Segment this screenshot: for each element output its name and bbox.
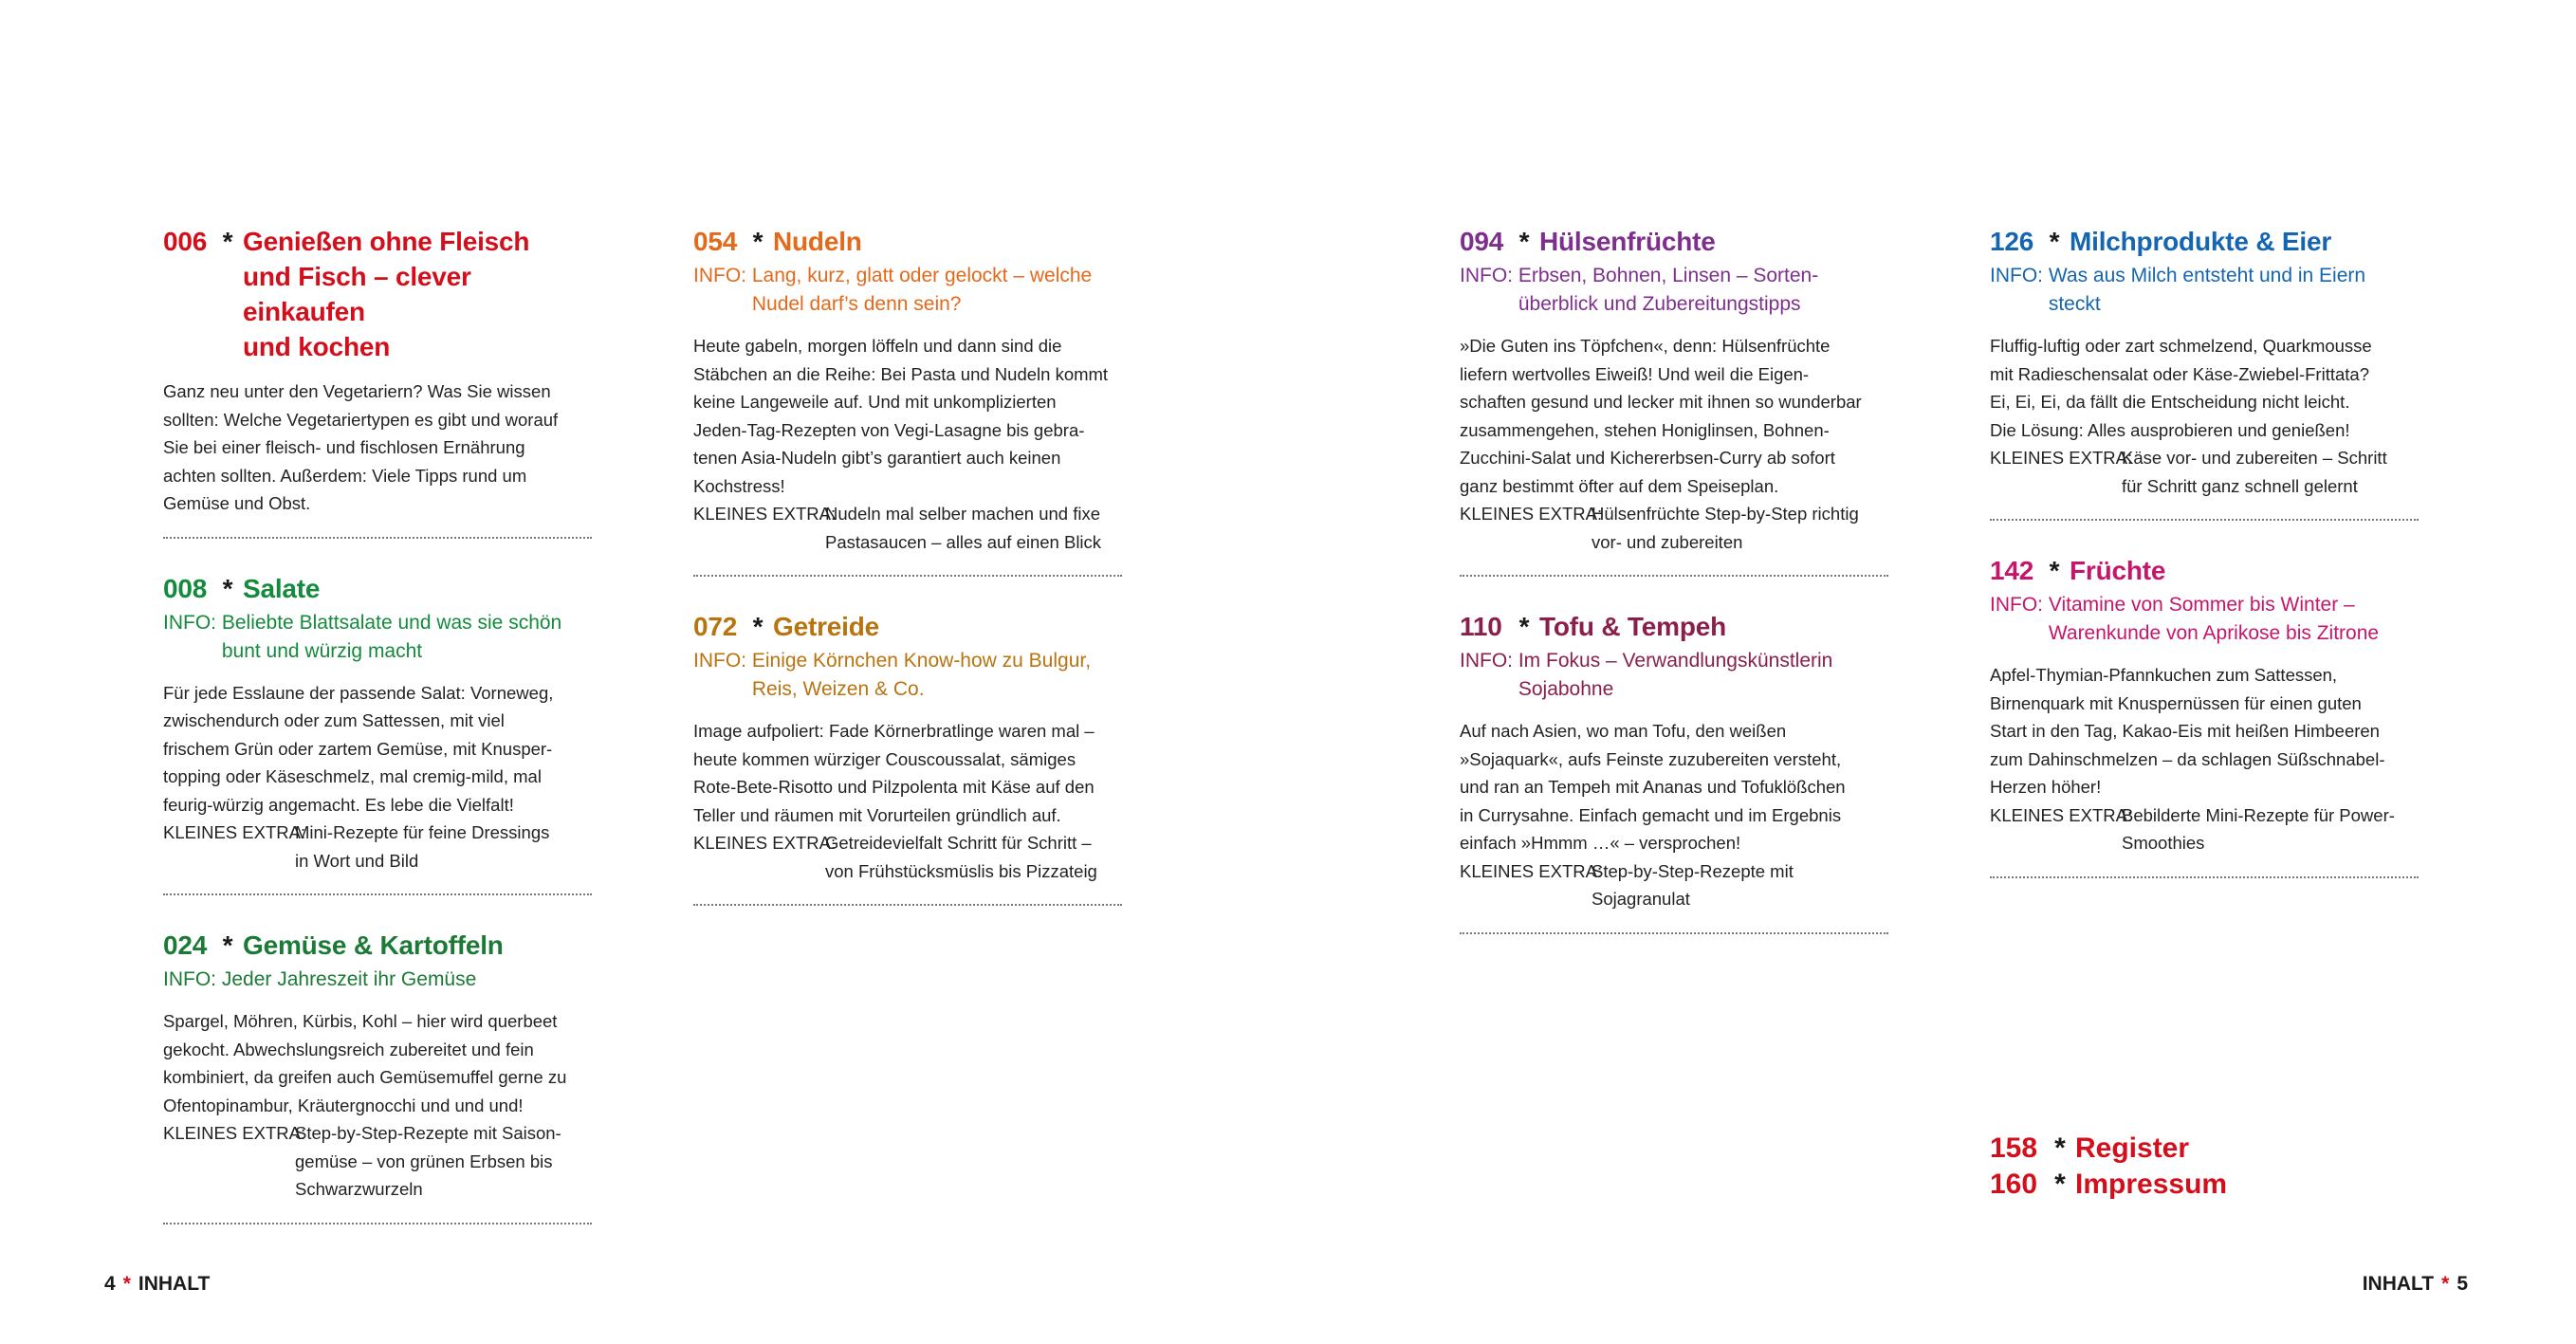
star-icon: *	[2049, 227, 2060, 256]
star-icon: *	[222, 930, 233, 960]
info-label: INFO:	[1460, 265, 1518, 286]
page-number: 126	[1990, 227, 2034, 256]
star-icon: *	[752, 227, 764, 256]
toc-entry-142[interactable]	[1990, 553, 2419, 878]
page-number: 110	[1460, 612, 1502, 641]
dotted-divider	[1460, 932, 1888, 934]
toc-entry-126[interactable]	[1990, 224, 2419, 521]
extra-line	[1990, 801, 2419, 857]
info-text: Jeder Jahreszeit ihr Gemüse	[221, 968, 477, 990]
entry-heading[interactable]	[163, 571, 592, 606]
info-label: INFO:	[163, 968, 222, 990]
folio-page-number: 5	[2456, 1273, 2468, 1295]
page-number: 158	[1990, 1132, 2038, 1164]
folio-page-number: 4	[104, 1273, 116, 1295]
entry-heading[interactable]	[1460, 224, 1888, 259]
extra-line	[693, 829, 1122, 885]
info-text: Beliebte Blattsalate und was sie schön bunt und würzig macht	[221, 611, 562, 662]
toc-entry-register[interactable]	[1990, 1131, 2227, 1167]
extra-line	[163, 1119, 592, 1204]
info-line	[1460, 262, 1888, 319]
info-line	[163, 966, 592, 994]
chapter-title: Gemüse & Kartoffeln	[243, 930, 504, 960]
page-number: 072	[693, 612, 738, 641]
chapter-description: Apfel-Thymian-Pfannkuchen zum Sattessen, Birnenquark mit Knuspernüssen für einen guten Start in den Tag, Kakao-Eis mit heißen Himbeeren zum Dahinschmelzen – da schlagen Süßschnabel- Herzen höher!	[1990, 665, 2385, 797]
chapter-description: Ganz neu unter den Vegetariern? Was Sie wissen sollten: Welche Vegetariertypen es gibt und worauf Sie bei einer fleisch- und fischlosen Ernährung achten sollten. Außerdem: Viele Tipps rund um Gemüse und Obst.	[163, 381, 559, 513]
extra-label: KLEINES EXTRA:	[1990, 804, 2133, 825]
chapter-description: Für jede Esslaune der passende Salat: Vorneweg, zwischendurch oder zum Sattessen, mit viel frischem Grün oder zartem Gemüse, mit Knusper- topping oder Käseschmelz, mal cremig-mild, mal feurig-würzig angemacht. Es lebe die Vielfalt!	[163, 682, 554, 815]
page-number: 094	[1460, 227, 1504, 256]
info-line	[1990, 591, 2419, 648]
info-label: INFO:	[163, 611, 222, 634]
chapter-description: »Die Guten ins Töpfchen«, denn: Hülsenfrüchte liefern wertvolles Eiweiß! Und weil die Eigen- schaften gesund und lecker mit ihnen so wunderbar zusammengehen, stehen Honiglinsen, Bohnen- Zucchini-Salat und Kichererbsen-Curry ab sofort ganz bestimmt öfter auf dem Speiseplan.	[1460, 336, 1862, 496]
toc-entry-008[interactable]	[163, 571, 592, 896]
info-line	[1460, 647, 1888, 704]
extra-text: Step-by-Step-Rezepte mit Saison- gemüse – von grünen Erbsen bis Schwarzwurzeln	[295, 1123, 561, 1199]
toc-entry-impressum[interactable]	[1990, 1167, 2227, 1203]
dotted-divider	[1460, 575, 1888, 577]
info-text: Einige Körnchen Know-how zu Bulgur, Reis, Weizen & Co.	[751, 650, 1092, 700]
info-label: INFO:	[693, 265, 752, 286]
extra-label: KLEINES EXTRA:	[693, 833, 837, 853]
page-number: 160	[1990, 1169, 2038, 1200]
entry-heading[interactable]	[163, 928, 592, 963]
chapter-title: Getreide	[773, 612, 879, 641]
appendix-links	[1990, 1131, 2227, 1203]
page-number: 142	[1990, 556, 2034, 585]
extra-label: KLEINES EXTRA:	[1460, 860, 1603, 881]
extra-line	[1990, 444, 2419, 500]
chapter-title: Nudeln	[773, 227, 862, 256]
dotted-divider	[693, 904, 1122, 906]
extra-text: Hülsenfrüchte Step-by-Step richtig vor- und zubereiten	[1592, 504, 1859, 552]
dotted-divider	[163, 1223, 592, 1224]
extra-label: KLEINES EXTRA:	[1990, 448, 2133, 468]
chapter-title: Salate	[243, 573, 321, 603]
dotted-divider	[163, 537, 592, 539]
extra-text: Käse vor- und zubereiten – Schritt für Schritt ganz schnell gelernt	[2122, 448, 2387, 496]
info-label: INFO:	[1990, 265, 2049, 286]
toc-column-1	[163, 224, 592, 1257]
dotted-divider	[693, 575, 1122, 577]
chapter-title: Tofu & Tempeh	[1539, 612, 1727, 641]
page-number: 008	[163, 573, 208, 603]
extra-label: KLEINES EXTRA:	[1460, 504, 1603, 524]
info-line	[1990, 262, 2419, 319]
folio-left	[104, 1272, 210, 1297]
toc-column-2	[693, 224, 1122, 938]
info-line	[693, 262, 1122, 319]
info-text: Im Fokus – Verwandlungskünstlerin Sojabohne	[1518, 650, 1833, 700]
dotted-divider	[1990, 519, 2419, 521]
entry-heading[interactable]	[163, 224, 592, 364]
chapter-description: Auf nach Asien, wo man Tofu, den weißen »Sojaquark«, aufs Feinste zuzubereiten versteht, und ran an Tempeh mit Ananas und Tofuklößchen in Currysahne. Einfach gemacht und im Ergebnis einfach »Hmmm …« – versprochen!	[1460, 721, 1846, 853]
entry-heading[interactable]	[693, 609, 1122, 644]
star-icon: *	[2054, 1169, 2066, 1200]
extra-label: KLEINES EXTRA:	[163, 1123, 306, 1143]
star-icon: *	[2054, 1132, 2066, 1164]
star-icon: *	[2441, 1273, 2450, 1295]
page-number: 024	[163, 930, 208, 960]
star-icon: *	[1518, 612, 1530, 641]
toc-entry-054[interactable]	[693, 224, 1122, 577]
chapter-description: Heute gabeln, morgen löffeln und dann sind die Stäbchen an die Reihe: Bei Pasta und Nudeln kommt keine Langeweile auf. Und mit unkomplizierten Jeden-Tag-Rezepten von Vegi-Lasagne bis gebra- tenen Asia-Nudeln gibt’s garantiert auch keinen Kochstress!	[693, 336, 1109, 496]
toc-column-3	[1460, 224, 1888, 967]
extra-line	[1460, 500, 1888, 556]
page-number: 054	[693, 227, 738, 256]
toc-entry-072[interactable]	[693, 609, 1122, 906]
toc-column-4	[1990, 224, 2419, 911]
info-text: Was aus Milch entsteht und in Eiern steckt	[2048, 265, 2366, 315]
chapter-title: Hülsenfrüchte	[1539, 227, 1716, 256]
entry-heading[interactable]	[693, 224, 1122, 259]
info-text: Lang, kurz, glatt oder gelockt – welche Nudel darf’s denn sein?	[751, 265, 1093, 315]
info-label: INFO:	[1990, 594, 2049, 616]
entry-heading[interactable]	[1990, 224, 2419, 259]
star-icon: *	[222, 227, 233, 256]
dotted-divider	[163, 893, 592, 895]
chapter-title: Milchprodukte & Eier	[2070, 227, 2332, 256]
info-label: INFO:	[1460, 650, 1518, 672]
star-icon: *	[752, 612, 764, 641]
extra-line	[163, 819, 592, 875]
chapter-title: Register	[2075, 1132, 2190, 1164]
folio-label: INHALT	[2362, 1273, 2435, 1295]
toc-entry-006[interactable]	[163, 224, 592, 539]
extra-text: Bebilderte Mini-Rezepte für Power- Smoothies	[2122, 804, 2395, 853]
extra-text: Getreidevielfalt Schritt für Schritt – von Frühstücksmüslis bis Pizzateig	[825, 833, 1097, 881]
extra-text: Nudeln mal selber machen und fixe Pastasaucen – alles auf einen Blick	[825, 504, 1102, 552]
info-line	[693, 647, 1122, 704]
extra-text: Mini-Rezepte für feine Dressings in Wort und Bild	[295, 822, 550, 871]
chapter-title: Impressum	[2075, 1169, 2228, 1200]
entry-heading[interactable]	[1460, 609, 1888, 644]
folio-label: INHALT	[138, 1273, 211, 1295]
entry-heading[interactable]	[1990, 553, 2419, 588]
chapter-title: Genießen ohne Fleisch und Fisch – clever einkaufen und kochen	[243, 227, 530, 361]
info-label: INFO:	[693, 650, 752, 672]
extra-line	[693, 500, 1122, 556]
chapter-description: Spargel, Möhren, Kürbis, Kohl – hier wird querbeet gekocht. Abwechslungsreich zubereitet und fein kombiniert, da greifen auch Gemüsemuffel gerne zu Ofentopinambur, Kräutergnocchi und und und!	[163, 1011, 567, 1115]
star-icon: *	[2049, 556, 2060, 585]
star-icon: *	[222, 573, 233, 603]
star-icon: *	[1518, 227, 1530, 256]
star-icon: *	[122, 1273, 131, 1295]
chapter-description: Fluffig-luftig oder zart schmelzend, Quarkmousse mit Radieschensalat oder Käse-Zwiebel-Frittata? Ei, Ei, Ei, da fällt die Entscheidung nicht leicht. Die Lösung: Alles ausprobieren und genießen!	[1990, 336, 2372, 440]
extra-label: KLEINES EXTRA:	[163, 822, 306, 842]
toc-entry-094[interactable]	[1460, 224, 1888, 577]
dotted-divider	[1990, 876, 2419, 878]
info-text: Vitamine von Sommer bis Winter – Warenkunde von Aprikose bis Zitrone	[2048, 594, 2380, 644]
extra-label: KLEINES EXTRA:	[693, 504, 837, 524]
info-line	[163, 609, 592, 666]
chapter-title: Früchte	[2070, 556, 2166, 585]
chapter-description: Image aufpoliert: Fade Körnerbratlinge waren mal – heute kommen würziger Couscoussalat, sämiges Rote-Bete-Risotto und Pilzpolenta mit Käse auf den Teller und räumen mit Vorurteilen gründlich auf.	[693, 721, 1095, 825]
folio-right	[2363, 1272, 2468, 1297]
extra-line	[1460, 857, 1888, 913]
extra-text: Step-by-Step-Rezepte mit Sojagranulat	[1592, 860, 1794, 909]
toc-entry-024[interactable]	[163, 928, 592, 1224]
info-text: Erbsen, Bohnen, Linsen – Sorten- überblick und Zubereitungstipps	[1518, 265, 1819, 315]
toc-entry-110[interactable]	[1460, 609, 1888, 934]
page-number: 006	[163, 227, 208, 256]
